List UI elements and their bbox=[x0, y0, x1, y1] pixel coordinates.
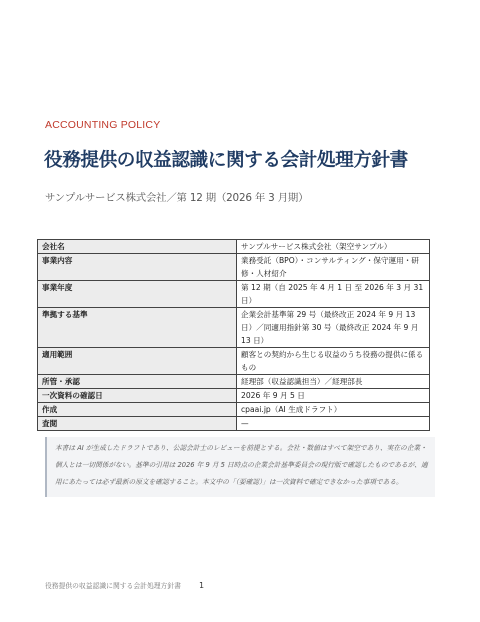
info-key: 所管・承認 bbox=[38, 375, 237, 389]
info-key: 会社名 bbox=[38, 240, 237, 254]
info-key: 事業内容 bbox=[38, 254, 237, 281]
info-value: cpaai.jp（AI 生成ドラフト） bbox=[237, 403, 430, 417]
info-key: 事業年度 bbox=[38, 281, 237, 308]
table-row bbox=[38, 389, 430, 403]
info-value: サンプルサービス株式会社（架空サンプル） bbox=[237, 240, 430, 254]
page-number: 1 bbox=[198, 581, 205, 590]
table-row bbox=[38, 254, 430, 281]
footer-document-title: 役務提供の収益認識に関する会計処理方針書 bbox=[45, 582, 181, 590]
table-row bbox=[38, 281, 430, 308]
table-row bbox=[38, 375, 430, 389]
info-value: 2026 年 9 月 5 日 bbox=[237, 389, 430, 403]
info-value: 経理部（収益認識担当）／経理部長 bbox=[237, 375, 430, 389]
info-key: 一次資料の確認日 bbox=[38, 389, 237, 403]
info-value: 企業会計基準第 29 号（最終改正 2024 年 9 月 13 日）／同適用指針第 30 号（最終改正 2024 年 9 月 13 日） bbox=[237, 308, 430, 348]
document-category-label: ACCOUNTING POLICY bbox=[45, 119, 161, 131]
info-value: 顧客との契約から生じる収益のうち役務の提供に係るもの bbox=[237, 348, 430, 375]
table-row bbox=[38, 403, 430, 417]
document-subtitle: サンプルサービス株式会社／第 12 期（2026 年 3 月期） bbox=[45, 192, 309, 204]
table-row bbox=[38, 417, 430, 431]
info-key: 準拠する基準 bbox=[38, 308, 237, 348]
table-row bbox=[38, 240, 430, 254]
document-title: 役務提供の収益認識に関する会計処理方針書 bbox=[44, 150, 408, 171]
document-info-table bbox=[37, 239, 430, 431]
table-row bbox=[38, 308, 430, 348]
table-row bbox=[38, 348, 430, 375]
info-key: 査閲 bbox=[38, 417, 237, 431]
disclaimer-note: 本書は AI が生成したドラフトであり、公認会計士のレビューを前提とする。会社・数値はすべて架空であり、実在の企業・個人とは一切関係がない。基準の引用は 2026 年 9 月 5 日時点の企業会計基準委員会の現行版で確認したものであるが、適用にあたっては必ず最新の原文を確認すること。本文中の「（要確認）」は一次資料で確定できなかった事項である。 bbox=[45, 437, 435, 497]
info-value: 業務受託（BPO）・コンサルティング・保守運用・研修・人材紹介 bbox=[237, 254, 430, 281]
info-key: 作成 bbox=[38, 403, 237, 417]
page-footer bbox=[45, 580, 204, 590]
info-value: — bbox=[237, 417, 430, 431]
info-value: 第 12 期（自 2025 年 4 月 1 日 至 2026 年 3 月 31 日） bbox=[237, 281, 430, 308]
info-key: 適用範囲 bbox=[38, 348, 237, 375]
